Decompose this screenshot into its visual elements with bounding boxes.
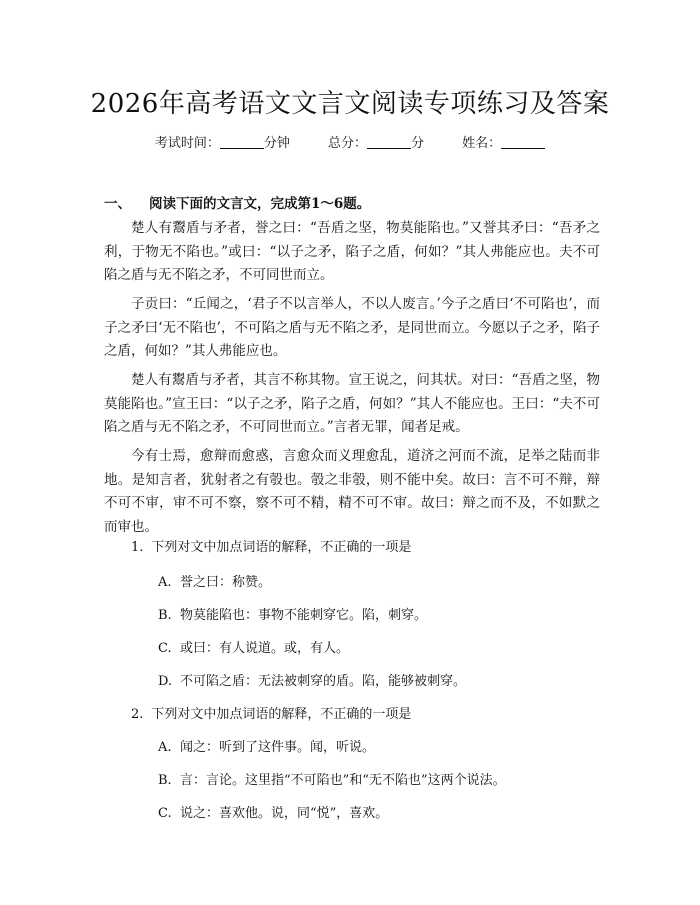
student-name-field (462, 136, 545, 151)
page-title: 2026年高考语文文言文阅读专项练习及答案 (90, 89, 610, 119)
question-1-option-c (158, 637, 349, 656)
option-letter: A. (158, 575, 172, 590)
exam-info-line (0, 132, 700, 151)
total-score-label: 总分： (327, 136, 367, 151)
question-1 (131, 536, 411, 555)
question-2-option-b (158, 769, 506, 788)
passage-paragraph-3: 楚人有鬻盾与矛者，其言不称其物。宣王说之，问其状。对曰：“吾盾之坚，物莫能陷也。”宣王曰：“以子之矛，陷子之盾，何如？”其人不能应也。王曰：“夫不可陷之盾与无不陷之矛，不可同世而立。”言者无罪，闻者足戒。 (104, 372, 600, 435)
option-text: 不可陷之盾：无法被刺穿的盾。陷，能够被刺穿。 (180, 674, 467, 689)
question-2 (131, 703, 411, 722)
option-letter: D. (158, 674, 173, 689)
exam-time-label: 考试时间： (154, 136, 220, 151)
option-text: 说之：喜欢他。说，同“悦”，喜欢。 (180, 806, 389, 821)
question-2-number: 2. (131, 707, 144, 722)
exam-time-blank (220, 136, 264, 149)
question-2-option-a (158, 736, 375, 755)
total-score-unit: 分 (411, 136, 425, 151)
passage-paragraph-2: 子贡曰：“丘闻之，‘君子不以言举人，不以人废言。’今子之盾曰‘不可陷也’，而子之矛曰‘无不陷也’，不可陷之盾与无不陷之矛，是同世而立。今愿以子之矛，陷子之盾，何如？”其人弗能应也。 (104, 296, 600, 359)
student-name-label: 姓名： (462, 136, 502, 151)
question-2-stem: 下列对文中加点词语的解释，不正确的一项是 (151, 707, 412, 722)
option-letter: B. (158, 773, 172, 788)
option-text: 物莫能陷也：事物不能刺穿它。陷，刺穿。 (180, 608, 428, 623)
question-2-option-c (158, 802, 388, 821)
option-letter: C. (158, 806, 172, 821)
section-heading (104, 192, 370, 212)
question-1-stem: 下列对文中加点词语的解释，不正确的一项是 (151, 540, 412, 555)
question-1-option-b (158, 604, 427, 623)
passage-paragraph-1: 楚人有鬻盾与矛者，誉之曰：“吾盾之坚，物莫能陷也。”又誉其矛曰：“吾矛之利，于物无不陷也。”或曰：“以子之矛，陷子之盾，何如？”其人弗能应也。夫不可陷之盾与无不陷之矛，不可同世而立。 (104, 220, 600, 283)
passage-paragraph-4: 今有士焉，愈辩而愈惑，言愈众而义理愈乱，道济之河而不流，足举之陆而非地。是知言者，犹射者之有彀也。彀之非彀，则不能中矣。故曰：言不可不辩，辩不可不审，审不可不察，察不可不精，精不可不审。故曰：辩之而不及，不如默之而审也。 (104, 448, 600, 535)
exam-time-unit: 分钟 (263, 136, 290, 151)
total-score-field (328, 136, 424, 151)
option-text: 言：言论。这里指“不可陷也”和“无不陷也”这两个说法。 (180, 773, 506, 788)
option-text: 或曰：有人说道。或，有人。 (180, 641, 350, 656)
exam-time-field (155, 136, 290, 151)
option-text: 闻之：听到了这件事。闻，听说。 (180, 740, 376, 755)
option-letter: A. (158, 740, 172, 755)
option-letter: C. (158, 641, 172, 656)
option-letter: B. (158, 608, 172, 623)
section-instruction: 阅读下面的文言文，完成第1～6题。 (149, 196, 371, 212)
question-1-number: 1. (131, 540, 144, 555)
total-score-blank (367, 136, 411, 149)
section-number: 一、 (104, 196, 131, 212)
question-1-option-a (158, 571, 271, 590)
student-name-blank (501, 136, 545, 149)
option-text: 誉之曰：称赞。 (180, 575, 272, 590)
question-1-option-d (158, 670, 466, 689)
